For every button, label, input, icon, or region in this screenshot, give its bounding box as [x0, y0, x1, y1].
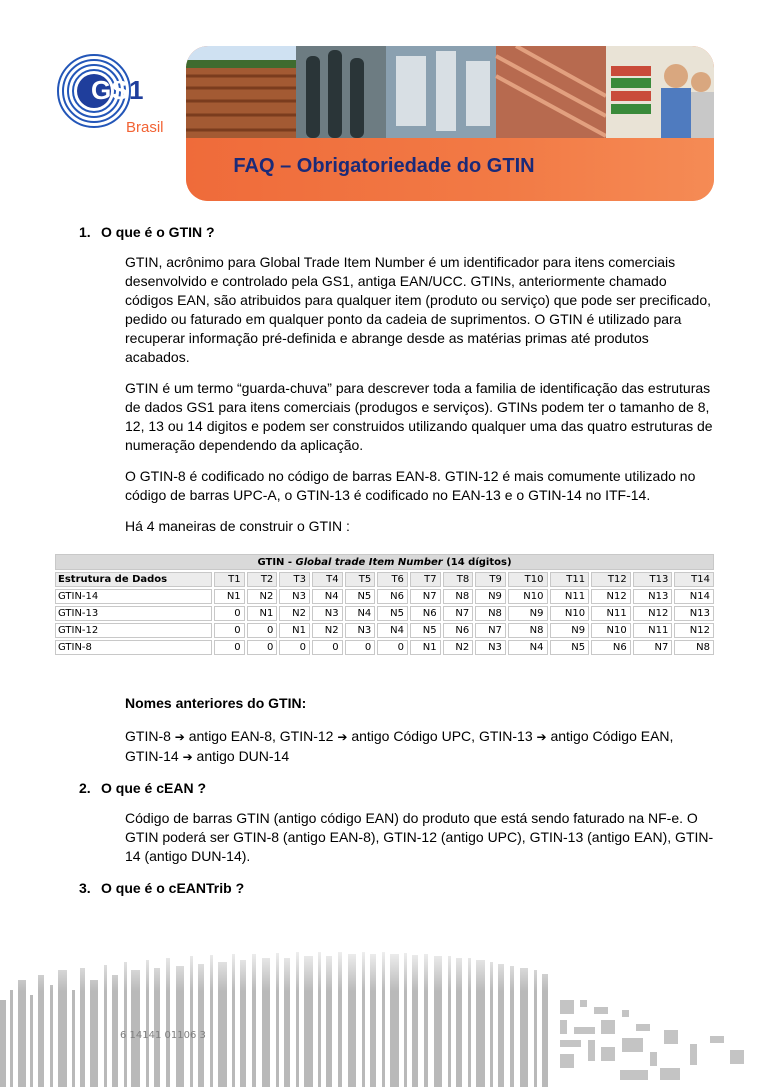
footer-barcode-art [0, 940, 768, 1087]
paragraph-gtin-umbrella: GTIN é um termo “guarda-chuva” para descrever toda a familia de identificação das estruturas de dados GS1 para itens comerciais (produgos e serviços). GTINs podem ter o tamanho de 8, 12, 13 ou 14 digitos e podem ser construidos utilizando qualquer uma das quatro estruturas de numeração dependendo da aplicação. [125, 380, 713, 453]
table-cell: N3 [475, 640, 506, 655]
table-cell: N3 [312, 606, 343, 621]
paragraph-gtin-definition: GTIN, acrônimo para Global Trade Item Number é um identificador para itens comerciais desenvolvido e controlado pela GS1, antiga EAN/UCC. GTINs, anteriormente chamado códigos EAN, são atribuidos para qualquer item (produto ou serviço) que pode ser precificado, pedido ou faturado em qualquer ponto da cadeia de suprimentos. O GTIN é utilizado para recuperar informação pré-definida e abrange desde as matérias primas até produtos acabados. [125, 254, 711, 365]
table-cell: N9 [550, 623, 590, 638]
table-header-cell: T2 [247, 572, 278, 587]
table-cell: N1 [410, 640, 441, 655]
table-header-cell: T4 [312, 572, 343, 587]
table-row [55, 606, 714, 621]
table-header-cell: T3 [279, 572, 310, 587]
table-cell: 0 [247, 623, 278, 638]
table-header-label: Estrutura de Dados [55, 572, 212, 587]
question-1-number: 1. [79, 224, 91, 240]
table-cell: N6 [377, 589, 408, 604]
former-names-text: GTIN-8 ➔ antigo EAN-8, GTIN-12 ➔ antigo Código UPC, GTIN-13 ➔ antigo Código EAN, GTIN-14 ➔ antigo DUN-14 [125, 728, 674, 764]
table-cell: 0 [214, 623, 245, 638]
table-cell: 0 [345, 640, 376, 655]
question-1 [79, 224, 215, 240]
arrow-right-icon: ➔ [536, 730, 547, 744]
table-cell: N11 [550, 589, 590, 604]
question-3 [79, 880, 244, 896]
table-row [55, 640, 714, 655]
table-cell: N4 [508, 640, 548, 655]
question-2 [79, 780, 206, 796]
table-header-cell: T13 [633, 572, 673, 587]
table-row [55, 623, 714, 638]
table-header-cell: T11 [550, 572, 590, 587]
table-cell: N4 [345, 606, 376, 621]
table-cell: N9 [508, 606, 548, 621]
table-cell: N11 [633, 623, 673, 638]
footer-barcode-digits: 6 14141 01106 3 [120, 1030, 206, 1041]
table-cell: N7 [443, 606, 474, 621]
table-header-cell: T8 [443, 572, 474, 587]
arrow-right-icon: ➔ [174, 730, 185, 744]
table-cell: N1 [279, 623, 310, 638]
question-1-text: O que é o GTIN ? [101, 224, 215, 240]
gtin-structure-table [53, 552, 716, 657]
logo-brasil-text: Brasil [126, 119, 164, 136]
paragraph-gtin-barcodes: O GTIN-8 é codificado no código de barras EAN-8. GTIN-12 é mais comumente utilizado no código de barras UPC-A, o GTIN-13 é codificado no EAN-13 e o GTIN-14 no ITF-14. [125, 468, 696, 503]
table-header-cell: T7 [410, 572, 441, 587]
row-label: GTIN-13 [55, 606, 212, 621]
table-cell: N5 [550, 640, 590, 655]
table-title-row [55, 554, 714, 570]
arrow-right-icon: ➔ [182, 750, 193, 764]
table-title: GTIN - Global trade Item Number (14 dígitos) [55, 554, 714, 570]
banner-photos [186, 46, 714, 138]
table-cell: 0 [377, 640, 408, 655]
table-cell: N1 [214, 589, 245, 604]
question-2-number: 2. [79, 780, 91, 796]
table-row [55, 589, 714, 604]
table-cell: 0 [312, 640, 343, 655]
arrow-right-icon: ➔ [337, 730, 348, 744]
row-label: GTIN-12 [55, 623, 212, 638]
paragraph-gtin-ways: Há 4 maneiras de construir o GTIN : [125, 518, 350, 534]
row-label: GTIN-14 [55, 589, 212, 604]
table-cell: N14 [674, 589, 714, 604]
table-header-cell: T14 [674, 572, 714, 587]
paragraph-cean-definition: Código de barras GTIN (antigo código EAN) do produto que está sendo faturado na NF-e. O GTIN poderá ser GTIN-8 (antigo EAN-8), GTIN-12 (antigo UPC), GTIN-13 (antigo EAN), GTIN-14 (antigo DUN-14). [125, 810, 714, 864]
table-cell: N6 [410, 606, 441, 621]
table-cell: N6 [443, 623, 474, 638]
table-cell: N9 [475, 589, 506, 604]
table-cell: N5 [377, 606, 408, 621]
table-cell: N2 [443, 640, 474, 655]
table-header-row [55, 572, 714, 587]
question-3-text: O que é o cEANTrib ? [101, 880, 245, 896]
table-cell: N3 [345, 623, 376, 638]
table-cell: N3 [279, 589, 310, 604]
table-header-cell: T9 [475, 572, 506, 587]
table-cell: N2 [312, 623, 343, 638]
table-header-cell: T5 [345, 572, 376, 587]
question-2-text: O que é cEAN ? [101, 780, 207, 796]
logo-gs-text: GS [91, 75, 129, 105]
former-names-heading: Nomes anteriores do GTIN: [125, 695, 307, 711]
table-cell: 0 [214, 606, 245, 621]
table-cell: 0 [279, 640, 310, 655]
table-cell: N7 [475, 623, 506, 638]
table-cell: N5 [410, 623, 441, 638]
table-cell: N4 [377, 623, 408, 638]
table-header-cell: T6 [377, 572, 408, 587]
table-cell: N8 [674, 640, 714, 655]
table-cell: N10 [550, 606, 590, 621]
table-cell: N10 [508, 589, 548, 604]
question-3-number: 3. [79, 880, 91, 896]
table-cell: N8 [443, 589, 474, 604]
table-cell: N12 [633, 606, 673, 621]
table-cell: N10 [591, 623, 631, 638]
table-cell: 0 [214, 640, 245, 655]
page-title: FAQ – Obrigatoriedade do GTIN [233, 155, 535, 177]
table-cell: N8 [508, 623, 548, 638]
table-cell: N5 [345, 589, 376, 604]
table-cell: N11 [591, 606, 631, 621]
table-header-cell: T10 [508, 572, 548, 587]
table-header-cell: T12 [591, 572, 631, 587]
table-cell: N13 [674, 606, 714, 621]
table-cell: 0 [247, 640, 278, 655]
gs1-brasil-logo [54, 52, 169, 137]
table-cell: N12 [674, 623, 714, 638]
table-cell: N2 [279, 606, 310, 621]
table-cell: N13 [633, 589, 673, 604]
table-cell: N8 [475, 606, 506, 621]
logo-one-text: 1 [129, 75, 144, 105]
table-cell: N1 [247, 606, 278, 621]
row-label: GTIN-8 [55, 640, 212, 655]
table-header-cell: T1 [214, 572, 245, 587]
table-cell: N4 [312, 589, 343, 604]
table-cell: N7 [633, 640, 673, 655]
table-cell: N12 [591, 589, 631, 604]
table-cell: N2 [247, 589, 278, 604]
table-cell: N6 [591, 640, 631, 655]
table-cell: N7 [410, 589, 441, 604]
